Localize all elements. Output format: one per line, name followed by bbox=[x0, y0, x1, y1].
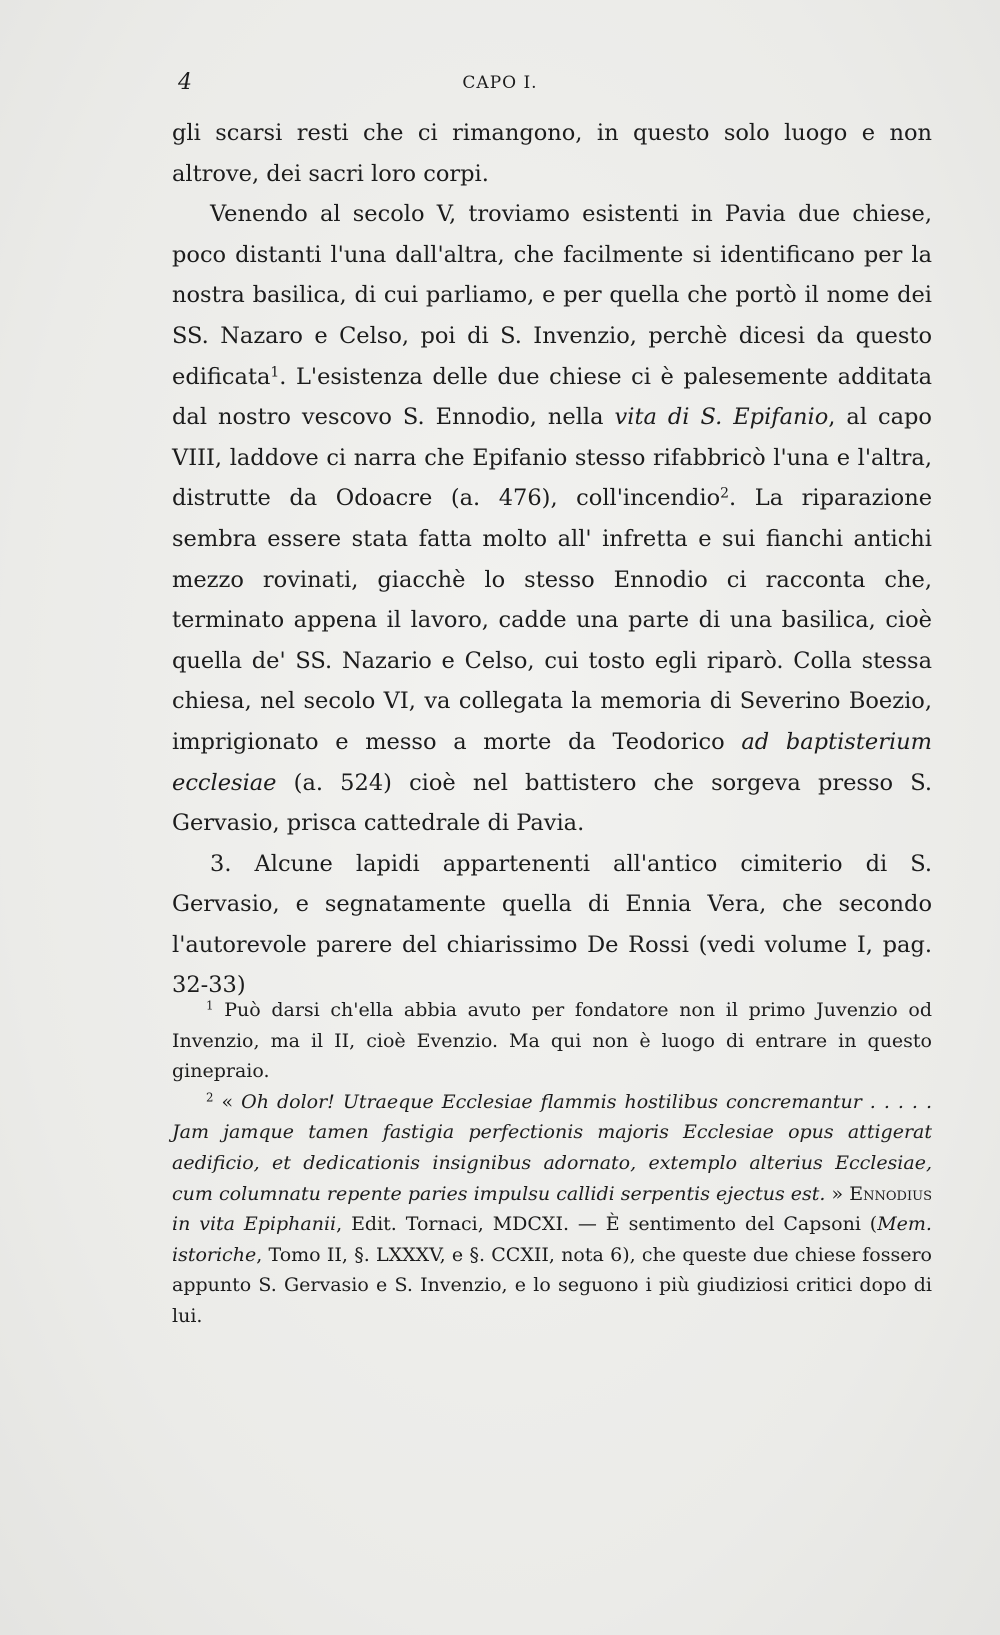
paragraph-2 bbox=[172, 194, 932, 844]
work-title-vita-epifanio: vita di S. Epifanio bbox=[614, 404, 829, 431]
paragraph-3: 3. Alcune lapidi appartenenti all'antico cimiterio di S. Gervasio, e segnatamente quella di Ennia Vera, che secondo l'autorevole parere del chiarissimo De Rossi (vedi volume I, pag. 32-33) bbox=[172, 850, 932, 999]
paragraph-1: gli scarsi resti che ci rimangono, in questo solo luogo e non altrove, dei sacri loro corpi. bbox=[172, 120, 932, 187]
footnote-2-quote-close: » bbox=[825, 1182, 850, 1205]
footnote-2-author: Ennodius bbox=[849, 1182, 932, 1205]
paragraph-2-part-a: Venendo al secolo V, troviamo esistenti in Pavia due chiese, poco distanti l'una dall'altra, che facilmente si identificano per la nostra basilica, di cui parliamo, e per quella che portò il nome dei SS. Nazaro e Celso, poi di S. Invenzio, perchè dicesi da questo edificata bbox=[172, 201, 932, 390]
footnote-ref-1: 1 bbox=[270, 363, 280, 380]
running-title: CAPO I. bbox=[462, 73, 538, 93]
footnotes bbox=[172, 995, 932, 1332]
footnote-1 bbox=[172, 995, 932, 1087]
footnote-1-text: Può darsi ch'ella abbia avuto per fondatore non il primo Juvenzio od Invenzio, ma il II, cioè Evenzio. Ma qui non è luogo di entrare in questo ginepraio. bbox=[172, 999, 932, 1083]
footnote-1-marker: 1 bbox=[206, 998, 214, 1013]
footnote-2-marker: 2 bbox=[206, 1090, 214, 1105]
footnote-2-work: in vita Epiphanii bbox=[172, 1213, 337, 1236]
footnote-2-rest: , Tomo II, §. LXXXV, e §. CCXII, nota 6), che queste due chiese fossero appunto S. Gervasio e S. Invenzio, e lo seguono i più giudiziosi critici dopo di lui. bbox=[172, 1243, 932, 1327]
page-header bbox=[0, 70, 1000, 100]
footnote-2-quote-open: « bbox=[221, 1090, 242, 1113]
footnote-2-mem-title: Mem. istoriche bbox=[172, 1213, 932, 1266]
latin-phrase: ad baptisterium ecclesiae bbox=[172, 728, 932, 796]
paragraph-2-part-c: , al capo VIII, laddove ci narra che Epifanio stesso rifabbricò l'una e l'altra, distrutte da Odoacre (a. 476), coll'incendio bbox=[172, 404, 932, 512]
paragraph-2-part-e: (a. 524) cioè nel battistero che sorgeva presso S. Gervasio, prisca cattedrale di Pavia. bbox=[172, 769, 932, 837]
main-text bbox=[172, 113, 932, 1006]
footnote-ref-2: 2 bbox=[720, 485, 730, 502]
page-number: 4 bbox=[178, 70, 192, 95]
paragraph-2-part-d: . La riparazione sembra essere stata fatta molto all' infretta e sui fianchi antichi mezzo rovinati, giacchè lo stesso Ennodio ci racconta che, terminato appena il lavoro, cadde una parte di una basilica, cioè quella de' SS. Nazario e Celso, cui tosto egli riparò. Colla stessa chiesa, nel secolo VI, va collegata la memoria di Severino Boezio, imprigionato e messo a morte da Teodorico bbox=[172, 485, 933, 755]
footnote-2-latin-quote: Oh dolor! Utraeque Ecclesiae flammis hostilibus concremantur . . . . . Jam jamque tamen fastigia perfectionis majoris Ecclesiae opus attigerat aedificio, et dedicationis insignibus adornato, extemplo alterius Ecclesiae, cum columnatu repente paries impulsu callidi serpentis ejectus est. bbox=[172, 1090, 932, 1205]
paragraph-2-part-b: . L'esistenza delle due chiese ci è palesemente additata dal nostro vescovo S. Ennodio, nella bbox=[172, 363, 932, 431]
footnote-2 bbox=[172, 1087, 932, 1332]
footnote-2-edition: , Edit. Tornaci, MDCXI. — È sentimento del Capsoni ( bbox=[336, 1213, 878, 1236]
